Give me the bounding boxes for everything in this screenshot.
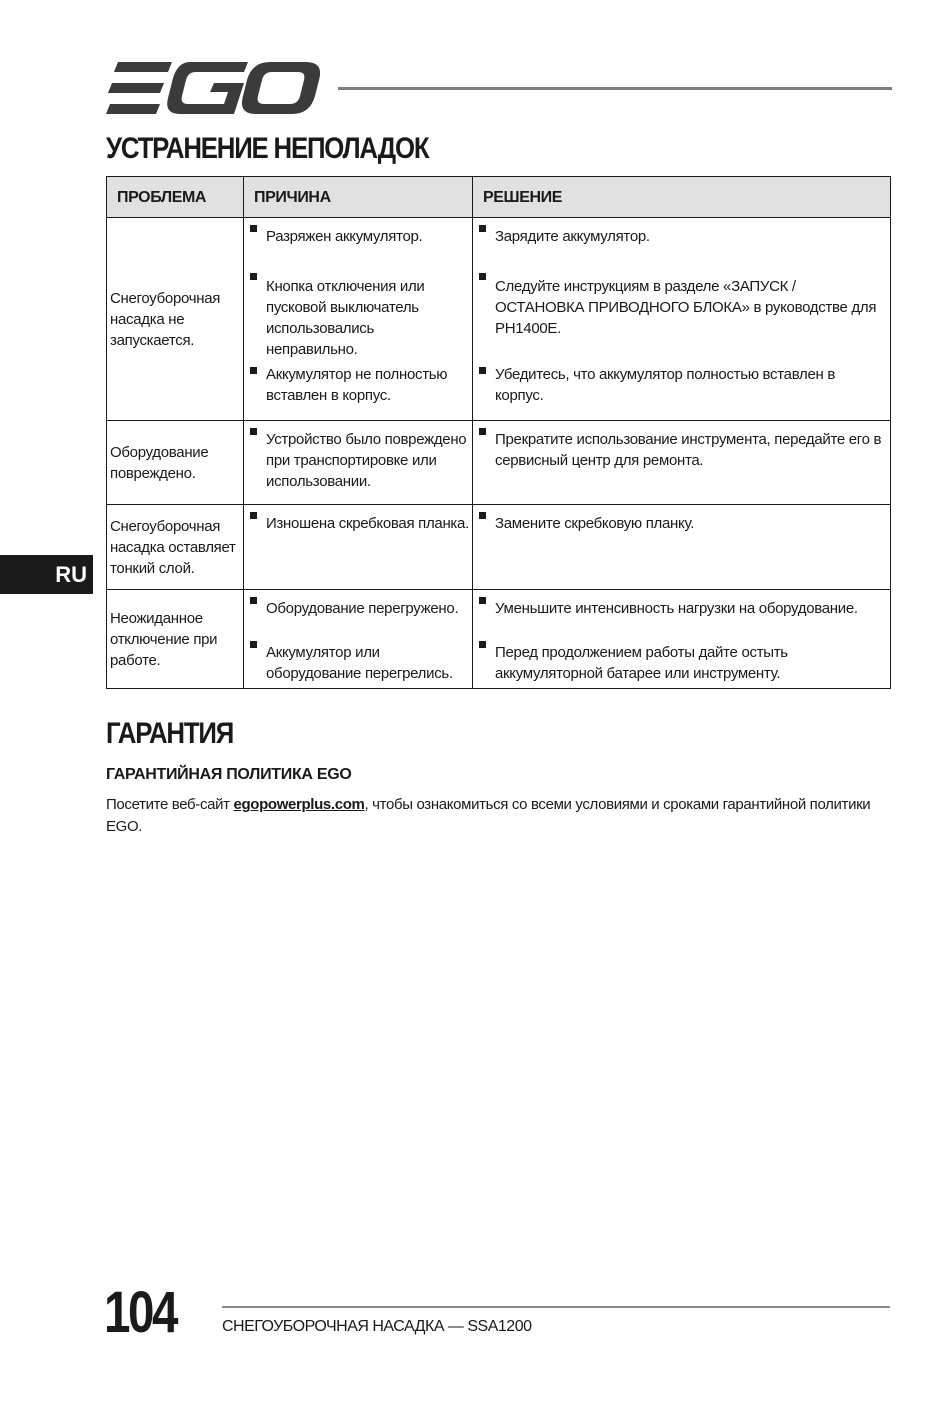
problem-cell: Снегоуборочная насадка оставляет тонкий слой. bbox=[107, 505, 244, 590]
cause-item: Аккумулятор или оборудование перегрелись. bbox=[244, 634, 472, 684]
language-tab: RU bbox=[0, 555, 93, 594]
cause-item: Разряжен аккумулятор. bbox=[244, 218, 472, 247]
solution-cell bbox=[473, 590, 891, 635]
cause-item: Устройство было повреждено при транспортировке или использовании. bbox=[244, 421, 472, 492]
ego-logo bbox=[106, 62, 320, 114]
header-rule bbox=[338, 87, 892, 90]
table-row bbox=[107, 218, 891, 267]
table-header-row bbox=[107, 177, 891, 218]
page-number: 104 bbox=[104, 1280, 176, 1345]
column-header-problem: ПРОБЛЕМА bbox=[107, 177, 244, 218]
cause-item: Изношена скребковая планка. bbox=[244, 505, 472, 534]
warranty-text-after: , чтобы ознакомиться со всеми условиями и сроками гарантийной политики EGO. bbox=[106, 796, 871, 835]
solution-cell bbox=[473, 360, 891, 421]
warranty-text bbox=[106, 794, 890, 838]
problem-cell: Неожиданное отключение при работе. bbox=[107, 590, 244, 689]
footer-text: СНЕГОУБОРОЧНАЯ НАСАДКА — SSA1200 bbox=[222, 1318, 532, 1335]
warranty-subtitle: ГАРАНТИЙНАЯ ПОЛИТИКА EGO bbox=[106, 766, 352, 783]
table-row bbox=[107, 421, 891, 505]
table-row bbox=[107, 505, 891, 590]
cause-cell bbox=[244, 360, 473, 421]
section-title-troubleshooting: УСТРАНЕНИЕ НЕПОЛАДОК bbox=[106, 132, 429, 165]
footer-rule bbox=[222, 1306, 890, 1308]
cause-item: Кнопка отключения или пусковой выключатель использовались неправильно. bbox=[244, 266, 472, 360]
warranty-text-before: Посетите веб-сайт bbox=[106, 796, 234, 813]
website-link[interactable]: egopowerplus.com bbox=[233, 796, 365, 813]
cause-cell bbox=[244, 218, 473, 267]
solution-item: Убедитесь, что аккумулятор полностью вставлен в корпус. bbox=[473, 360, 890, 406]
solution-item: Следуйте инструкциям в разделе «ЗАПУСК / ОСТАНОВКА ПРИВОДНОГО БЛОКА» в руководстве для PH1400E. bbox=[473, 266, 890, 339]
solution-cell bbox=[473, 634, 891, 689]
solution-item: Прекратите использование инструмента, передайте его в сервисный центр для ремонта. bbox=[473, 421, 890, 471]
troubleshooting-table bbox=[106, 176, 891, 689]
cause-cell bbox=[244, 634, 473, 689]
solution-cell bbox=[473, 266, 891, 360]
solution-cell bbox=[473, 218, 891, 267]
solution-item: Уменьшите интенсивность нагрузки на оборудование. bbox=[473, 590, 890, 619]
solution-cell bbox=[473, 505, 891, 590]
cause-cell bbox=[244, 421, 473, 505]
section-title-warranty: ГАРАНТИЯ bbox=[106, 717, 234, 750]
problem-cell: Снегоуборочная насадка не запускается. bbox=[107, 218, 244, 421]
cause-cell bbox=[244, 266, 473, 360]
table-row bbox=[107, 590, 891, 635]
cause-cell bbox=[244, 505, 473, 590]
solution-item: Зарядите аккумулятор. bbox=[473, 218, 890, 247]
problem-cell: Оборудование повреждено. bbox=[107, 421, 244, 505]
cause-item: Оборудование перегружено. bbox=[244, 590, 472, 619]
solution-item: Замените скребковую планку. bbox=[473, 505, 890, 534]
column-header-solution: РЕШЕНИЕ bbox=[473, 177, 891, 218]
column-header-cause: ПРИЧИНА bbox=[244, 177, 473, 218]
solution-item: Перед продолжением работы дайте остыть аккумуляторной батарее или инструменту. bbox=[473, 634, 890, 684]
solution-cell bbox=[473, 421, 891, 505]
cause-item: Аккумулятор не полностью вставлен в корпус. bbox=[244, 360, 472, 406]
cause-cell bbox=[244, 590, 473, 635]
